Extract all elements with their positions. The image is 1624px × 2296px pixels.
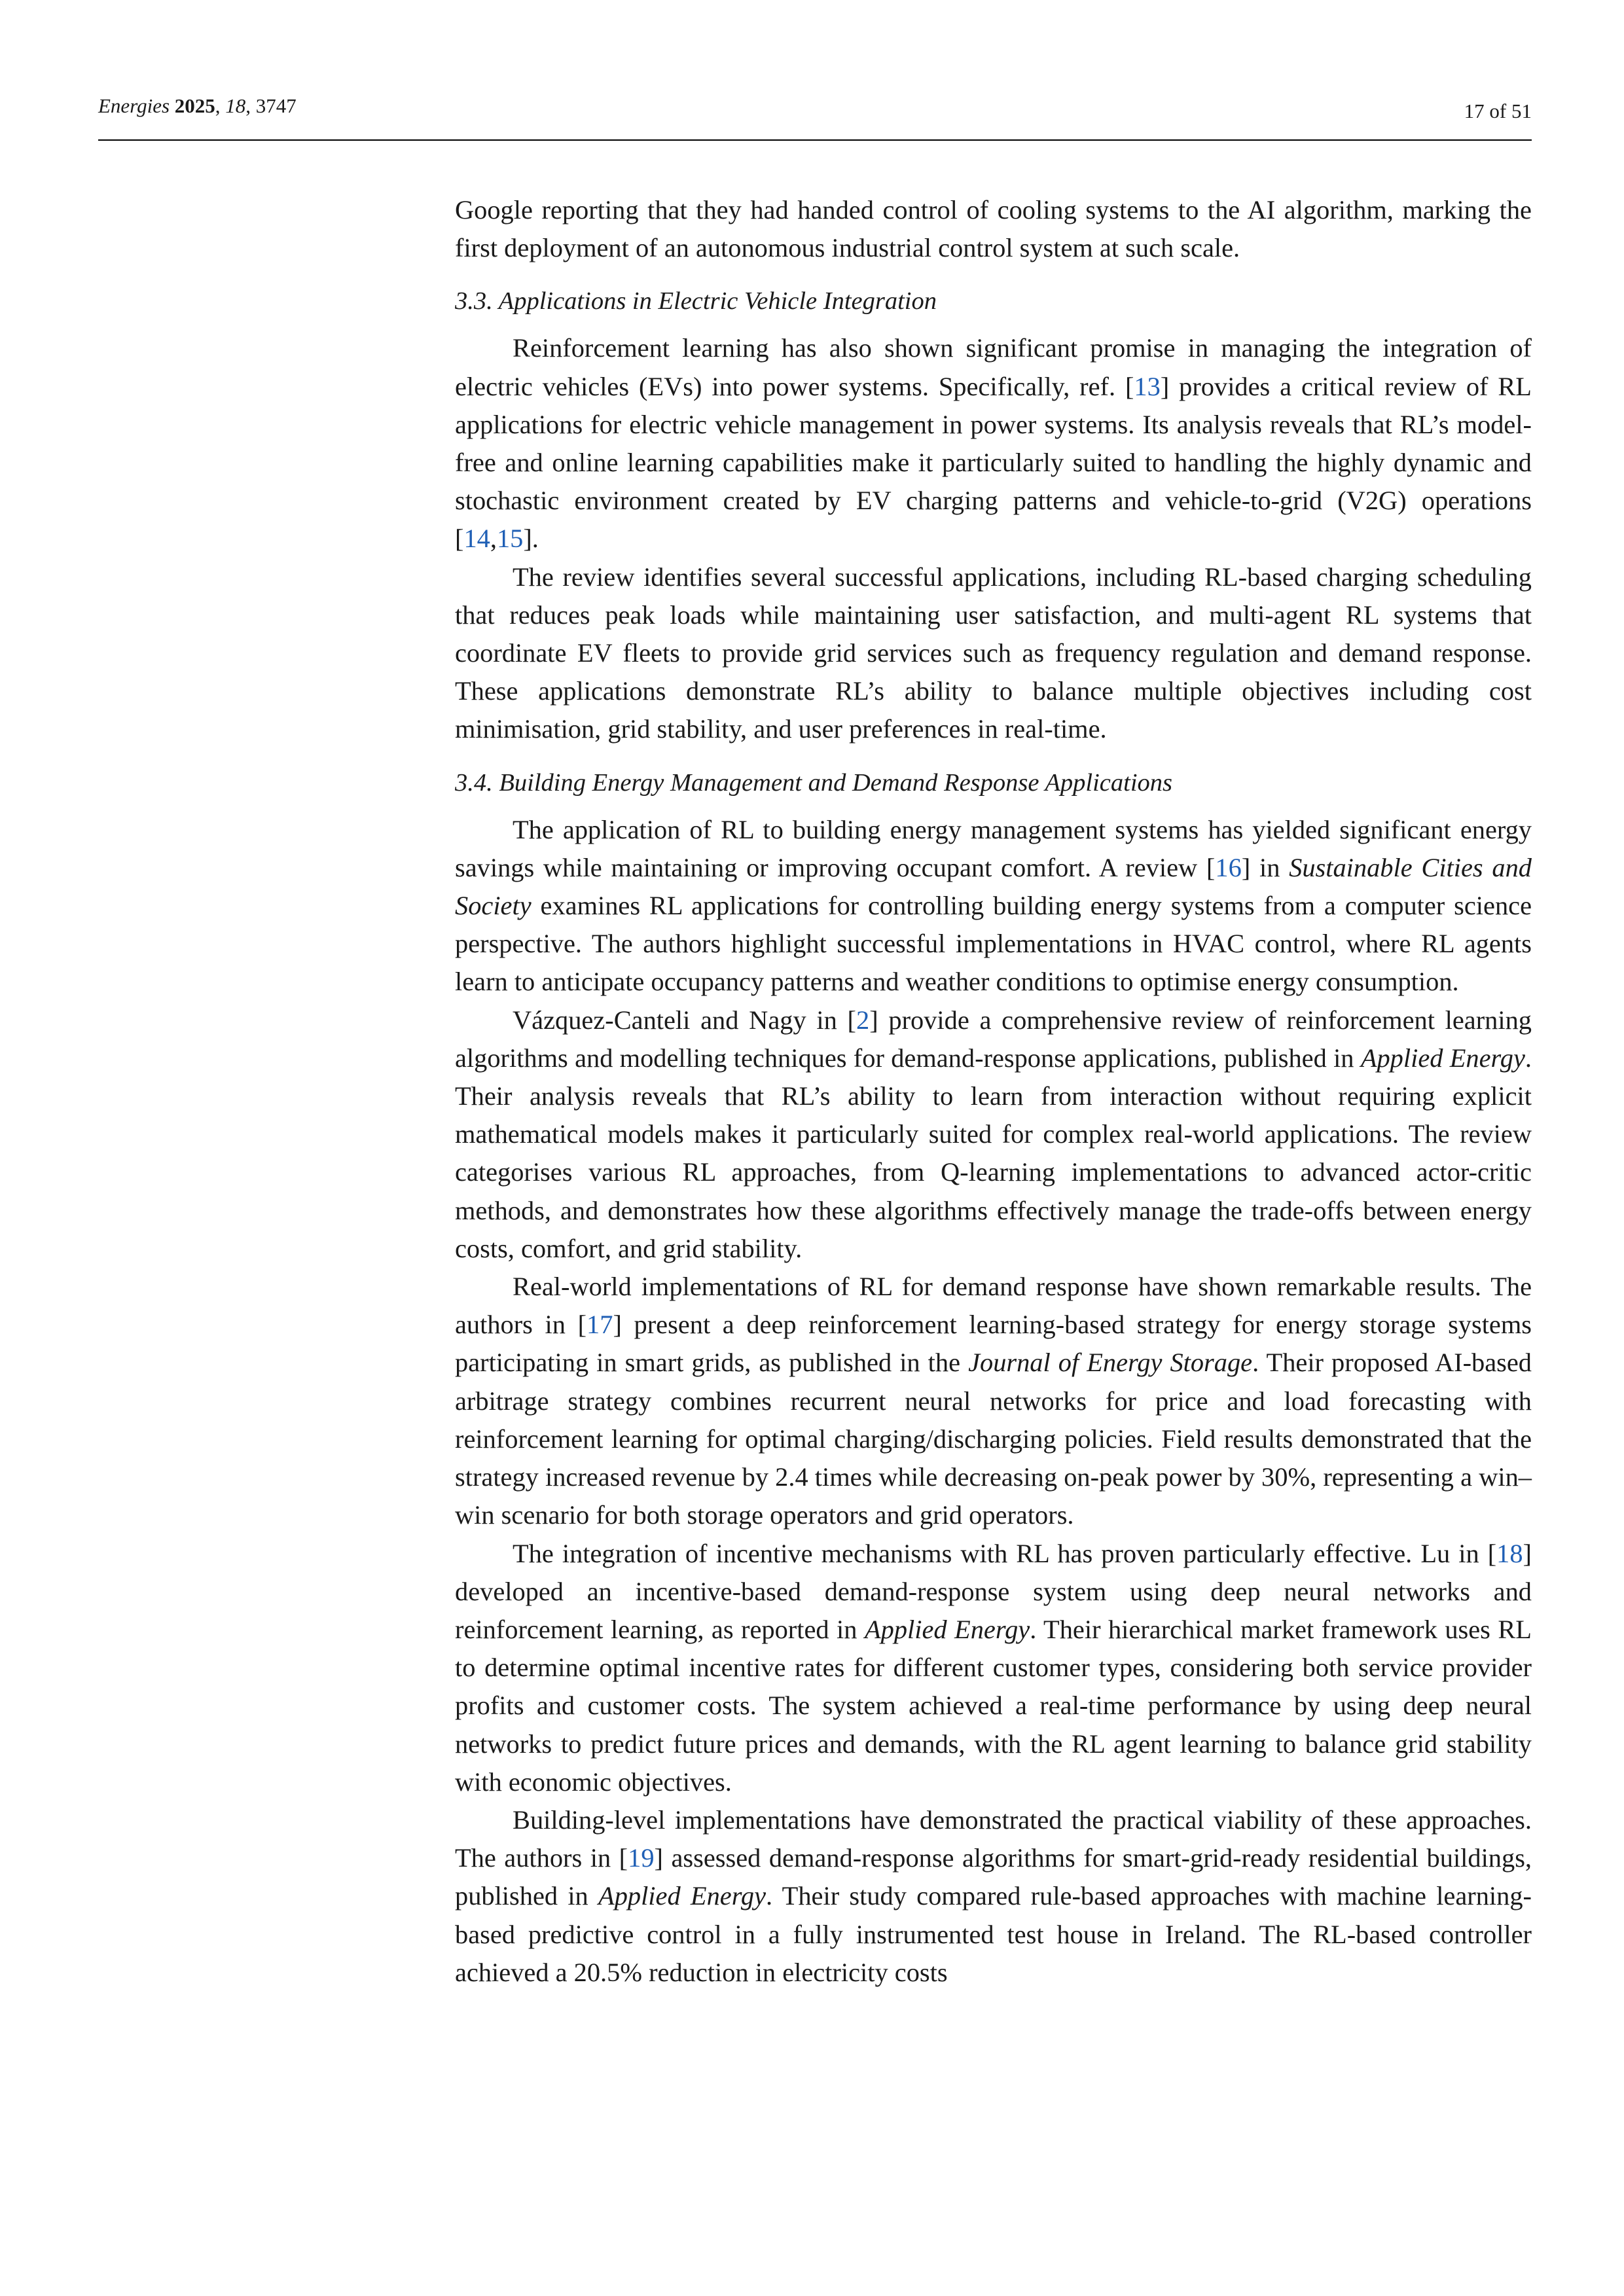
- text: ] provide a comprehensive review of reinforcement learning algorithms and modelling techniques for demand-response applications, published in: [455, 1005, 1532, 1073]
- text: Real-world implementations of RL for demand response have shown remarkable results. The authors in [: [455, 1272, 1532, 1340]
- citation-link[interactable]: 2: [856, 1005, 870, 1035]
- text: . Their hierarchical market framework uses RL to determine optimal incentive rates for different customer types, considering both service provider profits and customer costs. The system achieved a real-time performance by using deep neural networks to predict future prices and demands, with the RL agent learning to balance grid stability with economic objectives.: [455, 1614, 1532, 1797]
- header-rule: [98, 139, 1532, 141]
- text: ].: [523, 524, 539, 554]
- text: ] assessed demand-response algorithms for smart-grid-ready residential buildings, published in: [455, 1843, 1532, 1911]
- journal-title: Applied Energy: [1360, 1043, 1525, 1073]
- journal-citation: Energies 2025, 18, 3747: [98, 94, 297, 117]
- page-header: [98, 93, 1532, 124]
- journal-title: Applied Energy: [598, 1881, 767, 1911]
- text: Reinforcement learning has also shown significant promise in managing the integration of electric vehicles (EVs) into power systems. Specifically, ref. [: [455, 333, 1532, 401]
- citation-link[interactable]: 19: [628, 1843, 655, 1873]
- citation-link[interactable]: 13: [1134, 371, 1161, 401]
- text: ] present a deep reinforcement learning-based strategy for energy storage systems participating in smart grids, as published in the: [455, 1310, 1532, 1378]
- text: examines RL applications for controlling building energy systems from a computer science perspective. The authors highlight successful implementations in HVAC control, where RL agents learn to anticipate occupancy patterns and weather conditions to optimise energy consumption.: [455, 891, 1532, 997]
- journal-title: Sustainable Cities and Society: [455, 852, 1532, 921]
- citation-link[interactable]: 14: [463, 524, 490, 554]
- text: Vázquez-Canteli and Nagy in [: [513, 1005, 856, 1035]
- citation-link[interactable]: 16: [1215, 852, 1242, 882]
- journal-year: 2025: [174, 94, 215, 117]
- paragraph-building-energy: [455, 811, 1532, 1001]
- text: The application of RL to building energy management systems has yielded significant energy savings while maintaining or improving occupant comfort. A review [: [455, 814, 1532, 882]
- article-body: [455, 191, 1532, 1992]
- section-heading-3-4: 3.4. Building Energy Management and Demand Response Applications: [455, 768, 1173, 797]
- journal-title: Journal of Energy Storage: [968, 1348, 1253, 1378]
- citation-link[interactable]: 17: [586, 1310, 613, 1340]
- paragraph-continued: Google reporting that they had handed control of cooling systems to the AI algorithm, marking the first deployment of an autonomous industrial control system at such scale.: [455, 195, 1532, 263]
- text: ] in: [1241, 852, 1290, 882]
- journal-name: Energies: [98, 94, 170, 117]
- text: . Their analysis reveals that RL’s ability to learn from interaction without requiring explicit mathematical models makes it particularly suited for complex real-world applications. The review categorises various RL approaches, from Q-learning implementations to advanced actor-critic methods, and demonstrates how these algorithms effectively manage the trade-offs between energy costs, comfort, and grid stability.: [455, 1043, 1532, 1263]
- citation-link[interactable]: 18: [1496, 1538, 1523, 1568]
- journal-article: 3747: [255, 94, 297, 117]
- paragraph-incentive: [455, 1535, 1532, 1801]
- paragraph-vazquez-canteli: [455, 1001, 1532, 1268]
- text: The integration of incentive mechanisms with RL has proven particularly effective. Lu in [: [513, 1538, 1497, 1568]
- journal-volume: 18: [225, 94, 246, 117]
- text: ] provides a critical review of RL applications for electric vehicle management in power systems. Its analysis reveals that RL’s model-free and online learning capabilities make it particularly suited to handling the highly dynamic and stochastic environment created by EV charging patterns and vehicle-to-grid (V2G) operations [: [455, 371, 1532, 554]
- text: ,: [490, 524, 497, 554]
- text: . Their study compared rule-based approaches with machine learning-based predictive control in a fully instrumented test house in Ireland. The RL-based controller achieved a 20.5% reduction in electricity costs: [455, 1881, 1532, 1987]
- page-number: 17 of 51: [1464, 99, 1532, 122]
- citation-link[interactable]: 15: [496, 524, 524, 554]
- paragraph-ev-applications: The review identifies several successful applications, including RL-based charging scheduling that reduces peak loads while maintaining user satisfaction, and multi-agent RL systems that coordinate EV fleets to provide grid services such as frequency regulation and demand response. These applications demonstrate RL’s ability to balance multiple objectives including cost minimisation, grid stability, and user preferences in real-time.: [455, 562, 1532, 744]
- text: ] developed an incentive-based demand-response system using deep neural networks and reinforcement learning, as reported in: [455, 1538, 1532, 1644]
- text: . Their proposed AI-based arbitrage strategy combines recurrent neural networks for price and load forecasting with reinforcement learning for optimal charging/discharging policies. Field results demonstrated that the strategy increased revenue by 2.4 times while decreasing on-peak power by 30%, representing a win–win scenario for both storage operators and grid operators.: [455, 1348, 1532, 1530]
- paragraph-building-level: [455, 1801, 1532, 1992]
- journal-title: Applied Energy: [864, 1614, 1030, 1644]
- text: Building-level implementations have demonstrated the practical viability of these approaches. The authors in [: [455, 1804, 1532, 1873]
- paragraph-ev-intro: [455, 329, 1532, 558]
- section-heading-3-3: 3.3. Applications in Electric Vehicle Integration: [455, 287, 937, 315]
- paragraph-real-world: [455, 1268, 1532, 1534]
